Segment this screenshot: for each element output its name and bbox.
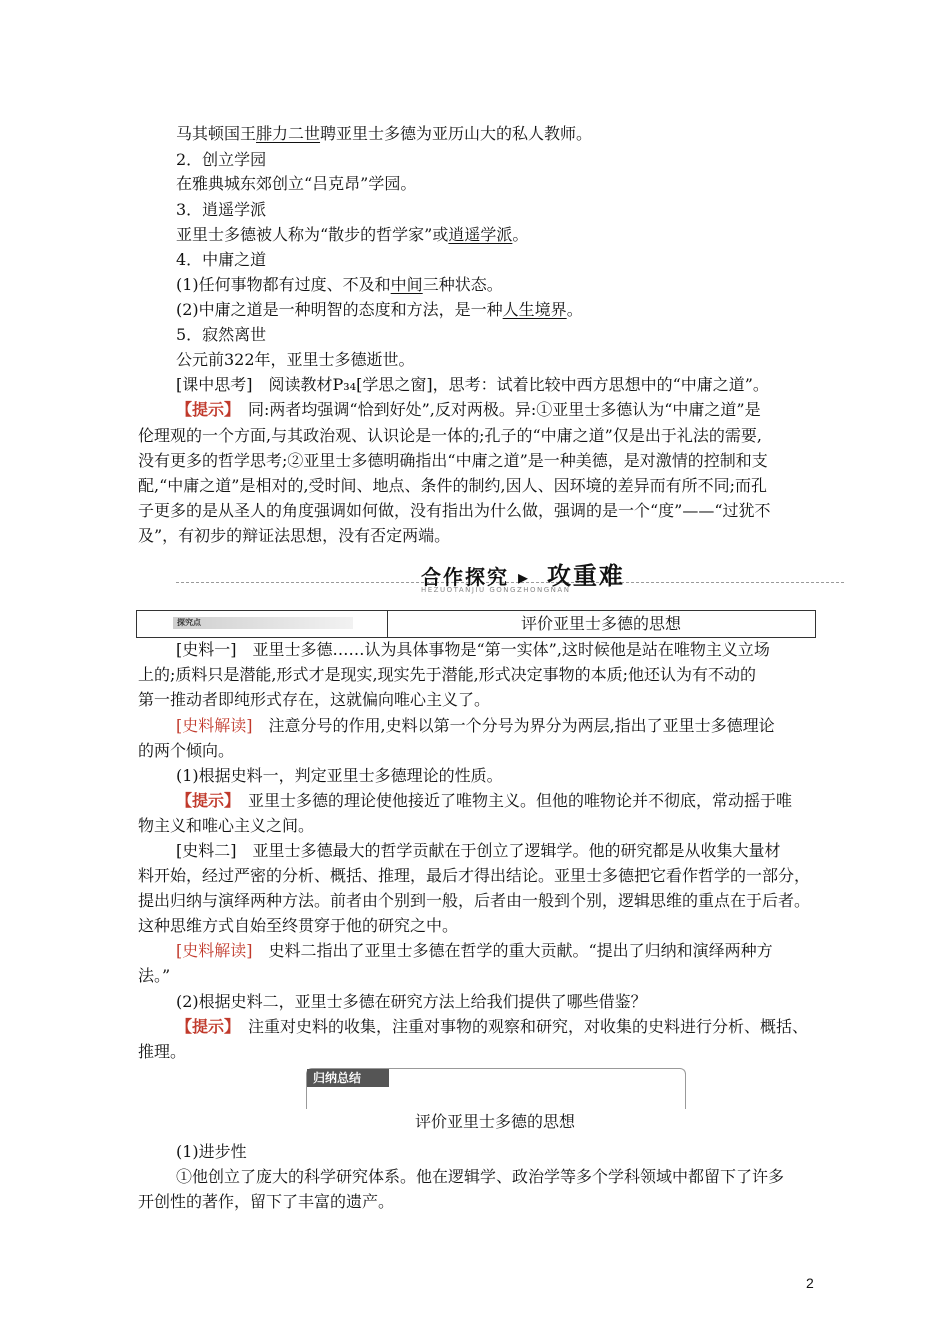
topic-title: 评价亚里士多德的思想: [520, 614, 681, 633]
banner-title: [421, 556, 625, 588]
text-line: ①他创立了庞大的科学研究体系。他在逻辑学、政治学等多个学科领域中都留下了许多: [176, 1167, 785, 1186]
topic-tag: 探究点: [173, 617, 353, 629]
text-line: [176, 124, 854, 144]
text: (2)中庸之道是一种明智的态度和方法，是一种: [176, 300, 503, 319]
text: 马其顿国王: [176, 124, 257, 143]
reading-line: [176, 941, 854, 961]
section-banner: [176, 556, 844, 596]
underlined-text: 人生境界: [502, 300, 567, 319]
text-line: 配,“中庸之道”是相对的,受时间、地点、条件的制约,因人、因环境的差异而有所不同;而孔: [138, 476, 768, 495]
reading-line: [176, 716, 854, 736]
text-line: 子更多的是从圣人的角度强调如何做，没有指出为什么做，强调的是一个“度”——“过犹不: [138, 501, 771, 520]
text-line: 的两个倾向。: [138, 741, 235, 760]
text-line: 没有更多的哲学思考;②亚里士多德明确指出“中庸之道”是一种美德，是对激情的控制和支: [138, 451, 768, 470]
tip-line: [176, 400, 854, 420]
subheading: 3．逍遥学派: [176, 200, 267, 219]
subheading: 5．寂然离世: [176, 325, 267, 344]
text: 三种状态。: [422, 275, 503, 294]
text: 注意分号的作用,史料以第一个分号为界分为两层,指出了亚里士多德理论: [252, 716, 775, 735]
page-number: 2: [806, 1275, 814, 1291]
text-line: 推理。: [138, 1042, 187, 1061]
text-line: 公元前322年，亚里士多德逝世。: [176, 350, 415, 369]
text-line: [176, 275, 854, 295]
topic-tag-cell: [137, 611, 388, 637]
text-line: 在雅典城东郊创立“吕克昂”学园。: [176, 174, 417, 193]
text: 史料二指出了亚里士多德在哲学的重大贡献。“提出了归纳和演绎两种方: [252, 941, 773, 960]
text-line: 开创性的著作，留下了丰富的遗产。: [138, 1192, 395, 1211]
text-line: 第一推动者即纯形式存在，这就偏向唯心主义了。: [138, 690, 491, 709]
reading-label: [史料解读]: [176, 941, 253, 960]
text-line: 这种思维方式自始至终贯穿于他的研究之中。: [138, 916, 459, 935]
banner-subtitle: HEZUOTANJIU GONGZHONGNAN: [421, 586, 571, 594]
question-line: (2)根据史料二，亚里士多德在研究方法上给我们提供了哪些借鉴？: [176, 992, 647, 1011]
text-line: 上的;质料只是潜能,形式才是现实,现实先于潜能,形式决定事物的本质;他还认为有不动的: [138, 665, 757, 684]
banner-title-part1: 合作探究: [421, 565, 509, 589]
text-line: 物主义和唯心主义之间。: [138, 816, 315, 835]
tip-label: 【提示】: [176, 1017, 233, 1036]
question-line: (1)根据史料一，判定亚里士多德理论的性质。: [176, 766, 503, 785]
topic-table: [136, 610, 816, 638]
text-line: (1)进步性: [176, 1142, 247, 1161]
source-line: [史料一] 亚里士多德……认为具体事物是“第一实体”,这时候他是站在唯物主义立场: [176, 640, 770, 659]
text-line: 法。”: [138, 966, 171, 985]
tip-line: [176, 791, 854, 811]
summary-tag: 归纳总结: [307, 1069, 389, 1087]
tip-label: 【提示】: [176, 400, 233, 419]
text-line: [176, 300, 854, 320]
text-line: 伦理观的一个方面,与其政治观、认识论是一体的;孔子的“中庸之道”仅是出于礼法的需要,: [138, 426, 762, 445]
banner-title-part2: 攻重难: [546, 562, 625, 590]
banner-arrow-icon: ▸: [517, 565, 531, 589]
text: 。: [566, 300, 583, 319]
reading-label: [史料解读]: [176, 716, 253, 735]
underlined-text: 逍遥学派: [448, 225, 513, 244]
text: 亚里士多德被人称为“散步的哲学家”或: [176, 225, 449, 244]
source-line: [史料二] 亚里士多德最大的哲学贡献在于创立了逻辑学。他的研究都是从收集大量材: [176, 841, 781, 860]
text-line: 料开始，经过严密的分析、概括、推理，最后才得出结论。亚里士多德把它看作哲学的一部分，: [138, 866, 811, 885]
subheading: 2．创立学园: [176, 150, 267, 169]
text: 聘亚里士多德为亚历山大的私人教师。: [320, 124, 593, 143]
text-line: [176, 225, 854, 245]
text: (1)任何事物都有过度、不及和: [176, 275, 391, 294]
tip-line: [176, 1017, 854, 1037]
text-line: 提出归纳与演绎两种方法。前者由个别到一般，后者由一般到个别，逻辑思维的重点在于后者。: [138, 891, 811, 910]
underlined-text: 腓力二世: [256, 124, 321, 143]
underlined-text: 中间: [390, 275, 423, 294]
tip-label: 【提示】: [176, 791, 233, 810]
summary-title: 评价亚里士多德的思想: [414, 1112, 575, 1131]
text: 同:两者均强调“恰到好处”,反对两极。异:①亚里士多德认为“中庸之道”是: [232, 400, 761, 419]
summary-box: [306, 1068, 686, 1109]
text: 。: [512, 225, 529, 244]
text-line: 及”，有初步的辩证法思想，没有否定两端。: [138, 526, 451, 545]
text: 亚里士多德的理论使他接近了唯物主义。但他的唯物论并不彻底，常动摇于唯: [232, 791, 793, 810]
text: 注重对史料的收集，注重对事物的观察和研究，对收集的史料进行分析、概括、: [232, 1017, 809, 1036]
think-question: [课中思考] 阅读教材P₃₄[学思之窗]，思考：试着比较中西方思想中的“中庸之道”。: [176, 375, 769, 394]
subheading: 4．中庸之道: [176, 250, 267, 269]
